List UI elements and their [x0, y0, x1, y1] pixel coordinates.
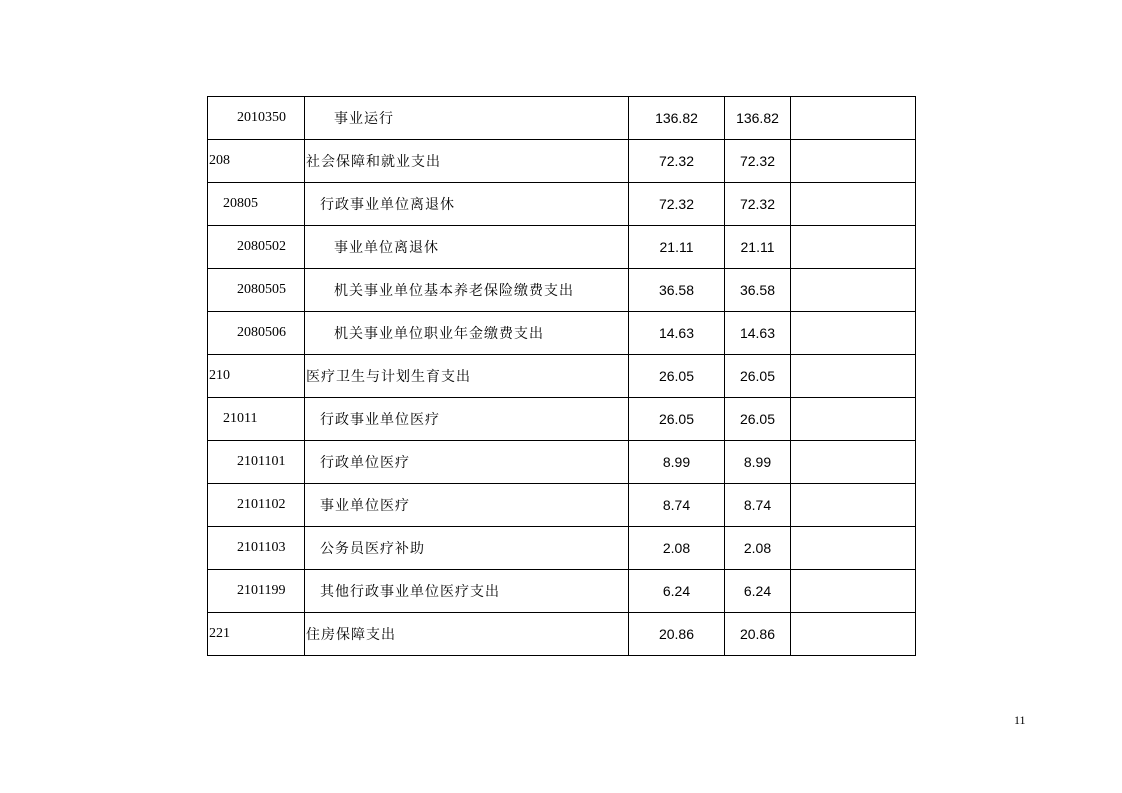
subject-code: 2080502: [208, 226, 305, 269]
table-row: [208, 312, 916, 355]
amount-basic: 72.32: [725, 183, 791, 226]
amount-basic: 21.11: [725, 226, 791, 269]
page-number: 11: [1014, 713, 1026, 727]
amount-total: 2.08: [629, 527, 725, 570]
amount-basic: 72.32: [725, 140, 791, 183]
subject-code: 2080505: [208, 269, 305, 312]
amount-total: 8.74: [629, 484, 725, 527]
subject-code: 2010350: [208, 97, 305, 140]
subject-name: 行政事业单位医疗: [305, 398, 629, 441]
amount-basic: 14.63: [725, 312, 791, 355]
subject-name: 社会保障和就业支出: [305, 140, 629, 183]
amount-project: [791, 527, 916, 570]
amount-project: [791, 398, 916, 441]
subject-code: 2101103: [208, 527, 305, 570]
table-row: [208, 527, 916, 570]
amount-total: 14.63: [629, 312, 725, 355]
amount-project: [791, 140, 916, 183]
subject-code: 221: [208, 613, 305, 656]
amount-project: [791, 312, 916, 355]
amount-total: 8.99: [629, 441, 725, 484]
amount-basic: 8.74: [725, 484, 791, 527]
table-row: [208, 398, 916, 441]
subject-code: 2080506: [208, 312, 305, 355]
subject-code: 20805: [208, 183, 305, 226]
table-row: [208, 613, 916, 656]
subject-name: 事业单位离退休: [305, 226, 629, 269]
subject-name: 机关事业单位基本养老保险缴费支出: [305, 269, 629, 312]
subject-name: 事业运行: [305, 97, 629, 140]
subject-name: 公务员医疗补助: [305, 527, 629, 570]
table-row: [208, 441, 916, 484]
amount-project: [791, 613, 916, 656]
amount-basic: 2.08: [725, 527, 791, 570]
table-row: [208, 355, 916, 398]
amount-basic: 26.05: [725, 398, 791, 441]
table-row: [208, 183, 916, 226]
table-row: [208, 269, 916, 312]
amount-basic: 36.58: [725, 269, 791, 312]
amount-total: 21.11: [629, 226, 725, 269]
subject-name: 事业单位医疗: [305, 484, 629, 527]
subject-name: 机关事业单位职业年金缴费支出: [305, 312, 629, 355]
amount-project: [791, 484, 916, 527]
amount-basic: 26.05: [725, 355, 791, 398]
table-row: [208, 97, 916, 140]
budget-table: [207, 96, 916, 656]
amount-project: [791, 570, 916, 613]
amount-project: [791, 441, 916, 484]
amount-project: [791, 183, 916, 226]
table-row: [208, 570, 916, 613]
subject-name: 住房保障支出: [305, 613, 629, 656]
subject-name: 医疗卫生与计划生育支出: [305, 355, 629, 398]
subject-name: 行政事业单位离退休: [305, 183, 629, 226]
subject-code: 2101102: [208, 484, 305, 527]
table-row: [208, 140, 916, 183]
subject-name: 行政单位医疗: [305, 441, 629, 484]
amount-total: 36.58: [629, 269, 725, 312]
table-row: [208, 226, 916, 269]
amount-total: 72.32: [629, 183, 725, 226]
amount-total: 26.05: [629, 398, 725, 441]
amount-basic: 136.82: [725, 97, 791, 140]
amount-total: 72.32: [629, 140, 725, 183]
amount-total: 136.82: [629, 97, 725, 140]
subject-code: 2101199: [208, 570, 305, 613]
subject-code: 208: [208, 140, 305, 183]
amount-basic: 6.24: [725, 570, 791, 613]
amount-basic: 8.99: [725, 441, 791, 484]
amount-total: 26.05: [629, 355, 725, 398]
amount-project: [791, 355, 916, 398]
table-row: [208, 484, 916, 527]
amount-project: [791, 97, 916, 140]
amount-total: 20.86: [629, 613, 725, 656]
amount-project: [791, 269, 916, 312]
subject-code: 2101101: [208, 441, 305, 484]
amount-total: 6.24: [629, 570, 725, 613]
subject-name: 其他行政事业单位医疗支出: [305, 570, 629, 613]
amount-basic: 20.86: [725, 613, 791, 656]
amount-project: [791, 226, 916, 269]
subject-code: 210: [208, 355, 305, 398]
subject-code: 21011: [208, 398, 305, 441]
